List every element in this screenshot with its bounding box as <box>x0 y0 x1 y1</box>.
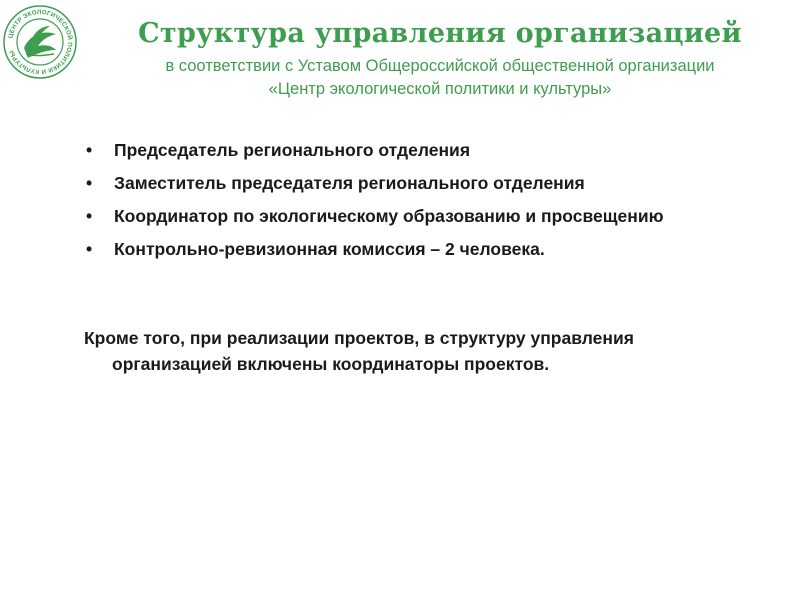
list-item <box>82 236 742 262</box>
list-item-text: Контрольно-ревизионная комиссия – 2 человека. <box>114 239 545 259</box>
list-item <box>82 203 742 229</box>
list-item-text: Заместитель председателя регионального отделения <box>114 173 585 193</box>
closing-paragraph: Кроме того, при реализации проектов, в структуру управления организацией включены координаторы проектов. <box>84 328 634 374</box>
structure-list <box>82 137 742 269</box>
logo-ring-text: ЦЕНТР ЭКОЛОГИЧЕСКОЙ ПОЛИТИКИ И КУЛЬТУРЫ <box>7 8 74 76</box>
subtitle-line-2: «Центр экологической политики и культуры» <box>268 80 612 98</box>
subtitle-line-1: в соответствии с Уставом Общероссийской общественной организации <box>165 57 715 75</box>
list-item-text: Председатель регионального отделения <box>114 140 471 160</box>
list-item-text: Координатор по экологическому образованию и просвещению <box>114 206 664 226</box>
page-title: Структура управления организацией <box>138 18 742 49</box>
list-item <box>82 137 742 163</box>
list-item <box>82 170 742 196</box>
organization-emblem-icon <box>2 4 78 80</box>
bullet-marker: • <box>86 140 93 160</box>
bullet-marker: • <box>86 206 93 226</box>
bullet-marker: • <box>86 173 93 193</box>
bullet-marker: • <box>86 239 93 259</box>
